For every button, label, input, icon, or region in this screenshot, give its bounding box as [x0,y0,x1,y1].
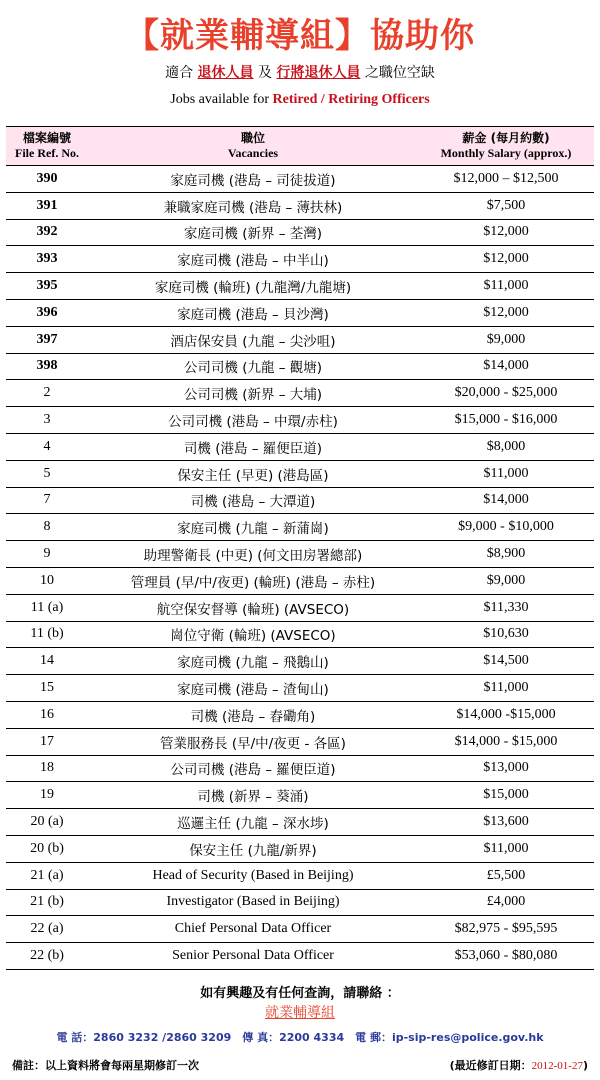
file-ref-cell: 14 [6,648,88,675]
vacancy-cell: 管理員 (早/中/夜更) (輪班) (港島 – 赤柱) [88,567,418,594]
vacancy-cell: 酒店保安員 (九龍 – 尖沙咀) [88,326,418,353]
page-title: 【就業輔導組】協助你 [125,16,475,56]
salary-cell: £5,500 [418,862,594,889]
file-ref-cell: 393 [6,246,88,273]
table-row [6,192,594,219]
vacancy-cell: 家庭司機 (港島 – 中半山) [88,246,418,273]
file-ref-cell: 20 (a) [6,809,88,836]
file-ref-cell: 4 [6,433,88,460]
vacancy-cell: 家庭司機 (港島 – 渣甸山) [88,675,418,702]
file-ref-cell: 11 (a) [6,594,88,621]
salary-cell: $82,975 - $95,595 [418,916,594,943]
salary-cell: $8,000 [418,433,594,460]
table-row [6,567,594,594]
table-row [6,433,594,460]
salary-cell: $9,000 [418,567,594,594]
file-ref-cell: 21 (a) [6,862,88,889]
subtitle-retiring: 行將退休人員 [276,65,361,81]
table-row [6,326,594,353]
table-row [6,514,594,541]
vacancy-cell: 司機 (新界 – 葵涌) [88,782,418,809]
salary-cell: $14,000 - $15,000 [418,728,594,755]
file-ref-cell: 18 [6,755,88,782]
file-ref-cell: 10 [6,567,88,594]
table-row [6,219,594,246]
salary-cell: $14,000 [418,353,594,380]
header-vacancies-en: Vacancies [227,146,279,160]
file-ref-cell: 9 [6,541,88,568]
salary-cell: $12,000 [418,299,594,326]
subtitle-retired: 退休人員 [197,65,254,81]
vacancy-cell: Head of Security (Based in Beijing) [88,862,418,889]
salary-cell: $12,000 – $12,500 [418,166,594,193]
subtitle-and: 及 [253,65,277,81]
revision-date [450,1057,588,1073]
salary-cell: $9,000 - $10,000 [418,514,594,541]
salary-cell: $15,000 [418,782,594,809]
vacancy-cell: Investigator (Based in Beijing) [88,889,418,916]
table-row [6,299,594,326]
salary-cell: $11,330 [418,594,594,621]
header-file-ref-zh: 檔案編號 [22,131,71,145]
salary-cell: $11,000 [418,675,594,702]
subtitle-en-pre: Jobs available for [170,92,273,107]
salary-cell: $8,900 [418,541,594,568]
vacancy-cell: 公司司機 (港島 – 中環/赤柱) [88,407,418,434]
subtitle-post: 之職位空缺 [360,65,435,81]
table-row [6,407,594,434]
file-ref-cell: 2 [6,380,88,407]
salary-cell: $9,000 [418,326,594,353]
file-ref-cell: 396 [6,299,88,326]
vacancy-cell: 公司司機 (港島 – 羅便臣道) [88,755,418,782]
revision-close: ) [582,1059,588,1072]
salary-cell: $11,000 [418,835,594,862]
table-row [6,621,594,648]
vacancy-cell: 兼職家庭司機 (港島 – 薄扶林) [88,192,418,219]
file-ref-cell: 398 [6,353,88,380]
file-ref-cell: 390 [6,166,88,193]
file-ref-cell: 20 (b) [6,835,88,862]
contact-details: 電 話：2860 3232 /2860 3209 傳 真：2200 4334 電 郵：ip-sip-res@police.gov.hk [56,1031,544,1044]
vacancies-table [6,126,594,970]
salary-cell: $20,000 - $25,000 [418,380,594,407]
file-ref-cell: 11 (b) [6,621,88,648]
header-salary-en: Monthly Salary (approx.) [440,146,572,160]
vacancy-cell: 航空保安督導 (輪班) (AVSECO) [88,594,418,621]
salary-cell: £4,000 [418,889,594,916]
file-ref-cell: 21 (b) [6,889,88,916]
salary-cell: $13,000 [418,755,594,782]
vacancy-cell: 管業服務長 (早/中/夜更 - 各區) [88,728,418,755]
table-row [6,728,594,755]
revision-date-value: 2012-01-27 [531,1060,583,1072]
salary-cell: $11,000 [418,460,594,487]
header-salary [418,127,594,166]
vacancy-cell: Senior Personal Data Officer [88,943,418,970]
vacancy-cell: 家庭司機 (九龍 – 新蒲崗) [88,514,418,541]
table-row [6,943,594,970]
file-ref-cell: 5 [6,460,88,487]
vacancy-cell: 司機 (港島 – 羅便臣道) [88,433,418,460]
subtitle-english [0,92,600,108]
salary-cell: $14,000 [418,487,594,514]
vacancy-cell: 家庭司機 (輪班) (九龍灣/九龍塘) [88,273,418,300]
revision-label: (最近修訂日期： [449,1059,532,1072]
vacancy-cell: 家庭司機 (九龍 – 飛鵝山) [88,648,418,675]
file-ref-cell: 22 (b) [6,943,88,970]
vacancy-cell: 司機 (港島 – 大潭道) [88,487,418,514]
table-body [6,166,594,970]
table-row [6,487,594,514]
table-row [6,809,594,836]
table-row [6,755,594,782]
table-row [6,380,594,407]
table-row [6,166,594,193]
salary-cell: $7,500 [418,192,594,219]
contact-prompt: 如有興趣及有任何查詢，請聯絡 ： [200,986,400,1001]
table-row [6,862,594,889]
salary-cell: $14,000 -$15,000 [418,701,594,728]
file-ref-cell: 391 [6,192,88,219]
file-ref-cell: 3 [6,407,88,434]
vacancy-cell: 崗位守衛 (輪班) (AVSECO) [88,621,418,648]
vacancy-cell: 家庭司機 (新界 – 荃灣) [88,219,418,246]
unit-link[interactable]: 就業輔導組 [265,1005,335,1021]
salary-cell: $11,000 [418,273,594,300]
subtitle-chinese [0,62,600,82]
subtitle-en-target: Retired / Retiring Officers [272,92,430,107]
vacancy-cell: 保安主任 (九龍/新界) [88,835,418,862]
header-file-ref [6,127,88,166]
file-ref-cell: 19 [6,782,88,809]
file-ref-cell: 392 [6,219,88,246]
file-ref-cell: 8 [6,514,88,541]
file-ref-cell: 397 [6,326,88,353]
header-file-ref-en: File Ref. No. [15,146,79,160]
table-row [6,541,594,568]
table-row [6,648,594,675]
salary-cell: $14,500 [418,648,594,675]
table-row [6,835,594,862]
table-row [6,246,594,273]
salary-cell: $10,630 [418,621,594,648]
table-row [6,460,594,487]
table-row [6,701,594,728]
salary-cell: $15,000 - $16,000 [418,407,594,434]
file-ref-cell: 15 [6,675,88,702]
header-salary-zh: 薪金 (每月約數) [462,131,550,145]
header-vacancies-zh: 職位 [240,131,265,145]
vacancy-cell: 保安主任 (早更) (港島區) [88,460,418,487]
table-header-row [6,127,594,166]
table-row [6,916,594,943]
vacancy-cell: 公司司機 (新界 – 大埔) [88,380,418,407]
header-vacancies [88,127,418,166]
vacancy-cell: 司機 (港島 – 舂磡角) [88,701,418,728]
table-row [6,273,594,300]
file-ref-cell: 395 [6,273,88,300]
vacancy-cell: 巡邏主任 (九龍 – 深水埗) [88,809,418,836]
subtitle-pre: 適合 [165,65,198,81]
salary-cell: $13,600 [418,809,594,836]
table-row [6,675,594,702]
table-row [6,594,594,621]
vacancy-cell: 公司司機 (九龍 – 觀塘) [88,353,418,380]
salary-cell: $53,060 - $80,080 [418,943,594,970]
vacancy-cell: 家庭司機 (港島 – 貝沙灣) [88,299,418,326]
vacancy-cell: Chief Personal Data Officer [88,916,418,943]
file-ref-cell: 16 [6,701,88,728]
table-row [6,353,594,380]
update-note: 備註：以上資料將會每兩星期修訂一次 [12,1059,199,1072]
vacancy-cell: 助理警衛長 (中更) (何文田房署總部) [88,541,418,568]
file-ref-cell: 22 (a) [6,916,88,943]
vacancy-cell: 家庭司機 (港島 – 司徒拔道) [88,166,418,193]
file-ref-cell: 7 [6,487,88,514]
salary-cell: $12,000 [418,246,594,273]
table-row [6,889,594,916]
file-ref-cell: 17 [6,728,88,755]
salary-cell: $12,000 [418,219,594,246]
table-row [6,782,594,809]
